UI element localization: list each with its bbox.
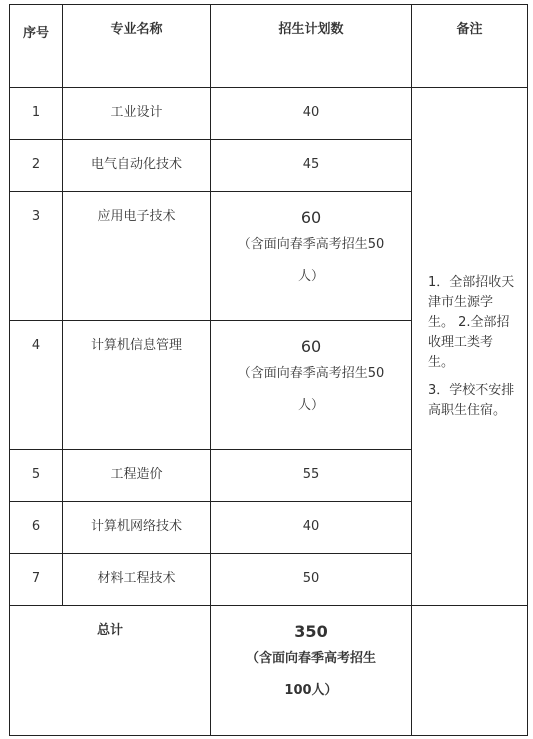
row-plan: 50 xyxy=(211,554,412,606)
enrollment-plan-table xyxy=(9,4,528,736)
header-no: 序号 xyxy=(10,5,63,88)
header-plan: 招生计划数 xyxy=(211,5,412,88)
row-major: 电气自动化技术 xyxy=(63,140,211,192)
row-major: 计算机网络技术 xyxy=(63,502,211,554)
total-label: 总计 xyxy=(10,606,211,736)
row-plan: 45 xyxy=(211,140,412,192)
row-major: 材料工程技术 xyxy=(63,554,211,606)
total-note-cell xyxy=(412,606,528,736)
row-plan-note: （含面向春季高考招生50人） xyxy=(237,366,385,413)
row-plan: 60 xyxy=(300,208,322,227)
row-plan: 40 xyxy=(211,88,412,140)
table-row xyxy=(10,88,528,140)
total-cell xyxy=(211,606,412,736)
note-paragraph-2: 3．学校不安排高职生住宿。 xyxy=(428,382,515,418)
row-plan: 55 xyxy=(211,450,412,502)
row-plan-note: （含面向春季高考招生50人） xyxy=(237,237,385,284)
row-no: 5 xyxy=(10,450,63,502)
row-no: 3 xyxy=(10,192,63,321)
row-plan: 40 xyxy=(211,502,412,554)
row-no: 7 xyxy=(10,554,63,606)
total-note: （含面向春季高考招生100人） xyxy=(245,651,376,698)
row-major: 计算机信息管理 xyxy=(63,321,211,450)
row-major: 工程造价 xyxy=(63,450,211,502)
table-header-row xyxy=(10,5,528,88)
total-value: 350 xyxy=(294,622,328,641)
row-no: 2 xyxy=(10,140,63,192)
row-no: 4 xyxy=(10,321,63,450)
header-major: 专业名称 xyxy=(63,5,211,88)
row-no: 1 xyxy=(10,88,63,140)
notes-cell xyxy=(412,88,528,606)
row-plan: 60 xyxy=(300,337,322,356)
total-row xyxy=(10,606,528,736)
row-no: 6 xyxy=(10,502,63,554)
note-paragraph-1: 1．全部招收天津市生源学生。 2.全部招收理工类考生。 xyxy=(428,274,515,370)
row-plan-cell xyxy=(211,321,412,450)
header-note: 备注 xyxy=(412,5,528,88)
row-major: 工业设计 xyxy=(63,88,211,140)
row-plan-cell xyxy=(211,192,412,321)
row-major: 应用电子技术 xyxy=(63,192,211,321)
